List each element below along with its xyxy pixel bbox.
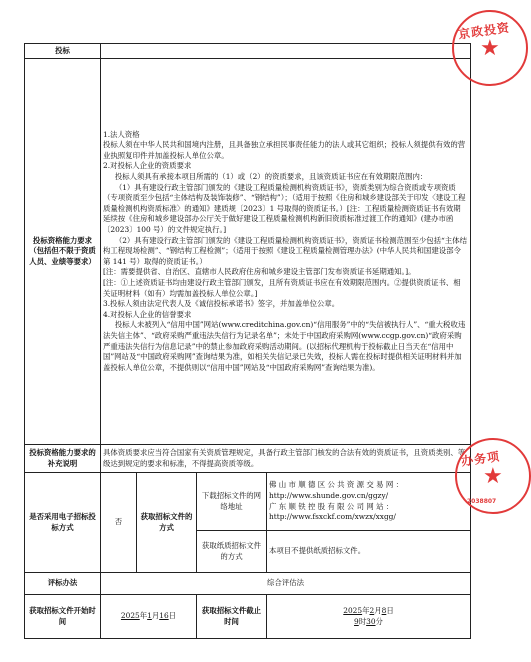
supplement-row [25,445,471,473]
end-minute: 30 [366,616,376,626]
qual-note-1: [注：需要提供省、自治区、直辖市人民政府住房和城乡建设主管部门发布资质证书延期通知。]。 [103,267,416,277]
shunde-link[interactable]: http://www.shunde.gov.cn/ggzy/ [269,490,389,500]
end-day-unit: 日 [386,605,394,615]
seal-star-icon-2: ★ [483,464,503,489]
evaluation-label: 评标办法 [25,573,101,595]
deadline-label: 获取招标文件截止时间 [197,595,267,639]
start-time-value [101,595,197,639]
electronic-row-download [25,473,471,531]
paper-label: 获取纸质招标文件的方式 [197,531,267,573]
qual-text-1: 投标人须在中华人民共和国境内注册，且具备独立承担民事责任能力的法人或其它组织；投标人须提供有效的营业执照复印件并加盖投标人单位公章。 [103,140,466,160]
qual-text-2: 投标人须具有承接本项目所需的（1）或（2）的资质要求，且该资质证书应在有效期限范围内： [114,172,428,182]
start-year: 2025 [120,611,140,621]
month-unit: 月 [151,611,160,621]
paper-content: 本项目不提供纸质招标文件。 [267,531,471,573]
download-label: 下载招标文件的网络地址 [197,473,267,531]
start-time-label: 获取招标文件开始时间 [25,595,101,639]
end-month-unit: 月 [374,605,382,615]
header-row [25,44,471,59]
hour-unit: 时 [358,616,367,626]
qualification-row [25,59,471,445]
seal-top-text: 京政投资 [457,20,511,42]
fsxckf-link[interactable]: http://www.fsxckf.com/xwzx/xxgg/ [269,512,396,522]
end-month: 2 [369,605,375,615]
start-day: 16 [159,611,169,621]
download-line-2: 广 东 顺 铁 控 股 有 限 公 司 网 站 ： [269,501,394,511]
seal-star-icon: ★ [480,36,500,61]
year-unit: 年 [139,611,148,621]
qual-heading-3: 3.投标人须由法定代表人及《诚信投标承诺书》签字，并加盖单位公章。 [103,299,340,309]
qual-option-1: （1）具有建设行政主管部门颁发的《建设工程质量检测机构资质证书》，资质类别为综合资质或专项资质（专项资质至少包括“主体结构及装饰装修”、“钢结构”）；（适用于按照《住房和城乡建设部关于印发〈建设工程质量检测机构资质标准〉的通知》建质规〔2023〕1 号取得的资质证书。）[注：工程质量检测资质证书有效期延续按《住房和城乡建设部办公厅关于做好建设工程质量检测机构新旧资质标准过渡工作的通知》(建办市函〔2023〕100 号）的文件规定执行。] [103,182,466,235]
tender-info-table [24,43,471,639]
minute-unit: 分 [375,616,383,626]
qual-heading-1: 1.法人资格 [103,129,140,139]
official-seal-top [452,10,528,86]
start-month: 1 [147,611,152,621]
deadline-value [267,595,471,639]
qual-heading-2: 2.对投标人企业的资质要求 [103,161,192,171]
official-seal-middle [455,438,531,514]
qual-credit-text: 投标人未被列入“信用中国”网站(www.creditchina.gov.cn)“信用服务”中的“失信被执行人”、“重大税收违法失信主体”、“政府采购严重违法失信行为记录名单”；未处于中国政府采购网(www.ccgp.gov.cn)“政府采购严重违法失信行为信息记录”中的禁止参加政府采购活动期间。(以招标代理机构于投标截止日当天在“信用中国”网站及“中国政府采购网”查询结果为准，如相关失信记录已失效，投标人需在投标时提供相关证明材料并加盖投标人单位公章，不提供则以“信用中国”网站及“中国政府采购网”查询结果为准)。 [103,320,466,372]
day-unit: 日 [168,611,177,621]
end-year: 2025 [343,605,363,615]
method-label: 获取招标文件的方式 [137,473,197,573]
end-year-unit: 年 [362,605,370,615]
supplement-content: 具体资质要求应当符合国家有关资质管理规定，具备行政主管部门核发的合法有效的资质证书，且资质类别、等级达到规定的要求和标准，不得提高资质等级。 [101,445,471,473]
qualification-label: 投标资格能力要求（包括但不限于资质人员、业绩等要求） [25,59,101,445]
seal-mid-number: 2038807 [467,498,497,505]
header-blank [101,44,471,59]
evaluation-row [25,573,471,595]
time-row [25,595,471,639]
seal-mid-text: 办务项 [460,449,501,469]
end-day: 8 [381,605,387,615]
qual-heading-4: 4.对投标人企业的信誉要求 [103,309,192,319]
electronic-label: 是否采用电子招标投标方式 [25,473,101,573]
end-hour: 9 [354,616,359,626]
download-line-1: 佛 山 市 顺 德 区 公 共 资 源 交 易 网 ： [269,480,404,490]
qualification-content [101,59,471,445]
electronic-answer: 否 [101,473,137,573]
supplement-label: 投标资格能力要求的补充说明 [25,445,101,473]
qual-option-2: （2）具有建设行政主管部门颁发的《建设工程质量检测机构资质证书》，资质证书检测范围至少包括“主体结构工程现场检测”、“钢结构工程检测”；（适用于按照《建设工程质量检测管理办法》(中华人民共和国建设部令第 141 号）取得的资质证书。） [103,235,467,266]
download-content [267,473,471,531]
evaluation-value: 综合评估法 [101,573,471,595]
qual-note-2: [注：①上述资质证书均由建设行政主管部门颁发，且所有资质证书应在有效期限范围内。②提供资质证书、相关证明材料（如有）均需加盖投标人单位公章。] [103,277,461,298]
header-label: 投标 [25,44,101,59]
